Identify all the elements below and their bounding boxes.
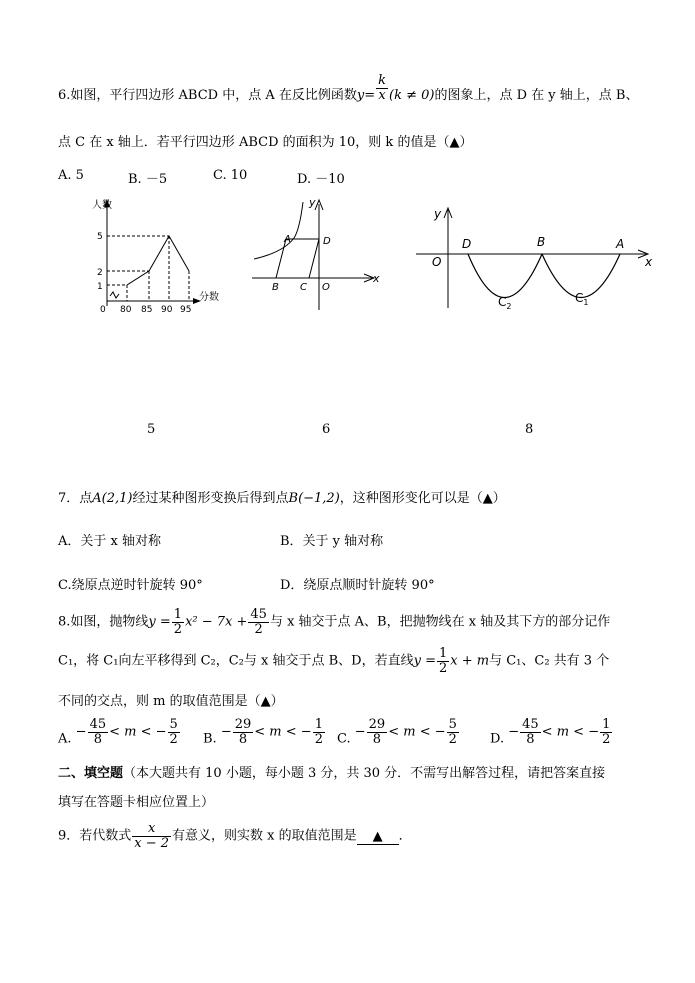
q6-suffix: 的图象上，点 D 在 y 轴上，点 B、	[434, 88, 639, 103]
q9-answer-blank: ▲	[357, 829, 399, 845]
fig8-point-a: A	[616, 237, 625, 251]
fig5-ytick-1: 1	[97, 282, 103, 292]
section-2-title: 二、填空题	[58, 766, 124, 781]
q8-line2: C₁，将 C₁向左平移得到 C₂，C₂与 x 轴交于点 B、D，若直线y = $\frac{1}{2}$ x + m与 C₁、C₂ 共有 3 个	[58, 646, 610, 676]
q7-option-d: D．绕原点顺时针旋转 90°	[280, 578, 435, 593]
q8-frac-half: $\frac{1}{2}$	[173, 607, 183, 637]
section-2-instructions: （本大题共有 10 小题，每小题 3 分，共 30 分．不需写出解答过程，请把答案直接	[123, 766, 606, 781]
section-2-heading	[58, 762, 605, 781]
figure-6-parallelogram	[246, 196, 386, 316]
fig5-caption: 5	[147, 422, 156, 437]
fig8-y-label: y	[434, 207, 442, 221]
fig5-xtick-95: 95	[180, 305, 192, 315]
fig8-caption: 8	[525, 422, 534, 437]
section-2-instructions-line2: 填写在答题卡相应位置上）	[58, 795, 215, 810]
q8-line1: 8.如图，抛物线y = $\frac{1}{2}$ x² − 7x + $\frac{45}{2}$ 与 x 轴交于点 A、B，把抛物线在 x 轴及其下方的部分记作	[58, 607, 611, 637]
fig5-xtick-80: 80	[120, 305, 132, 315]
q6-func-y: y=	[356, 88, 376, 103]
q7-stem: 7．点A(2,1)经过某种图形变换后得到点B(−1,2)，这种图形变化可以是（▲）	[58, 491, 506, 506]
q8-line3: 不同的交点，则 m 的取值范围是（▲）	[58, 694, 284, 709]
fig8-origin: O	[432, 255, 442, 269]
fig6-point-d: D	[323, 236, 331, 247]
figure-5-line-graph	[88, 196, 228, 321]
q6-option-b: B. －5	[128, 172, 168, 187]
q6-line1	[58, 73, 639, 103]
q7-option-b: B．关于 y 轴对称	[280, 534, 384, 549]
fig5-xlabel: 分数	[199, 292, 219, 303]
figure-8-parabolas	[412, 200, 662, 320]
q6-func-frac: $\frac{k}{x}$	[378, 73, 387, 103]
fig5-ytick-5: 5	[97, 232, 103, 242]
q7-point-a: A(2,1)	[92, 491, 133, 506]
fig6-point-b: B	[272, 282, 279, 293]
fig6-y-label: y	[309, 196, 316, 209]
fig6-caption: 6	[322, 422, 331, 437]
q6-option-c: C. 10	[213, 168, 248, 183]
q8-option-b: B. − $\frac{29}{8}$ < m < − $\frac{1}{2}$	[203, 717, 323, 747]
fig8-point-b: B	[537, 235, 546, 249]
q6-option-a: A. 5	[58, 168, 84, 183]
fig6-point-c: C	[300, 282, 307, 293]
fig6-point-o: O	[322, 282, 330, 293]
q8-option-c: C. − $\frac{29}{8}$ < m < − $\frac{5}{2}$	[337, 717, 457, 747]
q9-stem: 9．若代数式 $\frac{x}{x - 2}$ 有意义，则实数 x 的取值范围是 ▲ ．	[58, 821, 412, 851]
fig6-x-label: x	[373, 272, 380, 285]
q7-option-a: A．关于 x 轴对称	[58, 534, 161, 549]
q7-point-b: B(−1,2)	[288, 491, 340, 506]
fig5-ytick-2: 2	[97, 268, 103, 278]
q6-line2: 点 C 在 x 轴上．若平行四边形 ABCD 的面积为 10，则 k 的值是（▲）	[58, 135, 473, 150]
q6-prefix: 6.如图，平行四边形 ABCD 中，点 A 在反比例函数	[58, 88, 357, 103]
fig5-xtick-85: 85	[141, 305, 153, 315]
q9-fraction: $\frac{x}{x - 2}$	[134, 821, 170, 851]
fig5-ylabel: 人数	[92, 200, 112, 211]
q8-frac-45-2: $\frac{45}{2}$	[250, 607, 267, 637]
fig8-x-label: x	[645, 255, 653, 269]
q6-option-d: D. －10	[297, 172, 345, 187]
q8-option-d: D. − $\frac{45}{8}$ < m < − $\frac{1}{2}$	[490, 717, 611, 747]
q7-option-c: C.绕原点逆时针旋转 90°	[58, 578, 203, 593]
q8-line-slope: $\frac{1}{2}$	[438, 646, 448, 676]
fig8-point-d: D	[462, 237, 472, 251]
q6-func-cond: (k ≠ 0)	[389, 88, 435, 103]
fig5-origin: 0	[100, 305, 106, 315]
fig8-label-c2: $C_2$	[498, 295, 512, 311]
fig5-xtick-90: 90	[161, 305, 173, 315]
fig6-point-a: A	[284, 234, 291, 245]
q8-option-a: A. − $\frac{45}{8}$ < m < − $\frac{5}{2}$	[58, 717, 178, 747]
fig8-label-c1: $C_1$	[575, 291, 589, 307]
